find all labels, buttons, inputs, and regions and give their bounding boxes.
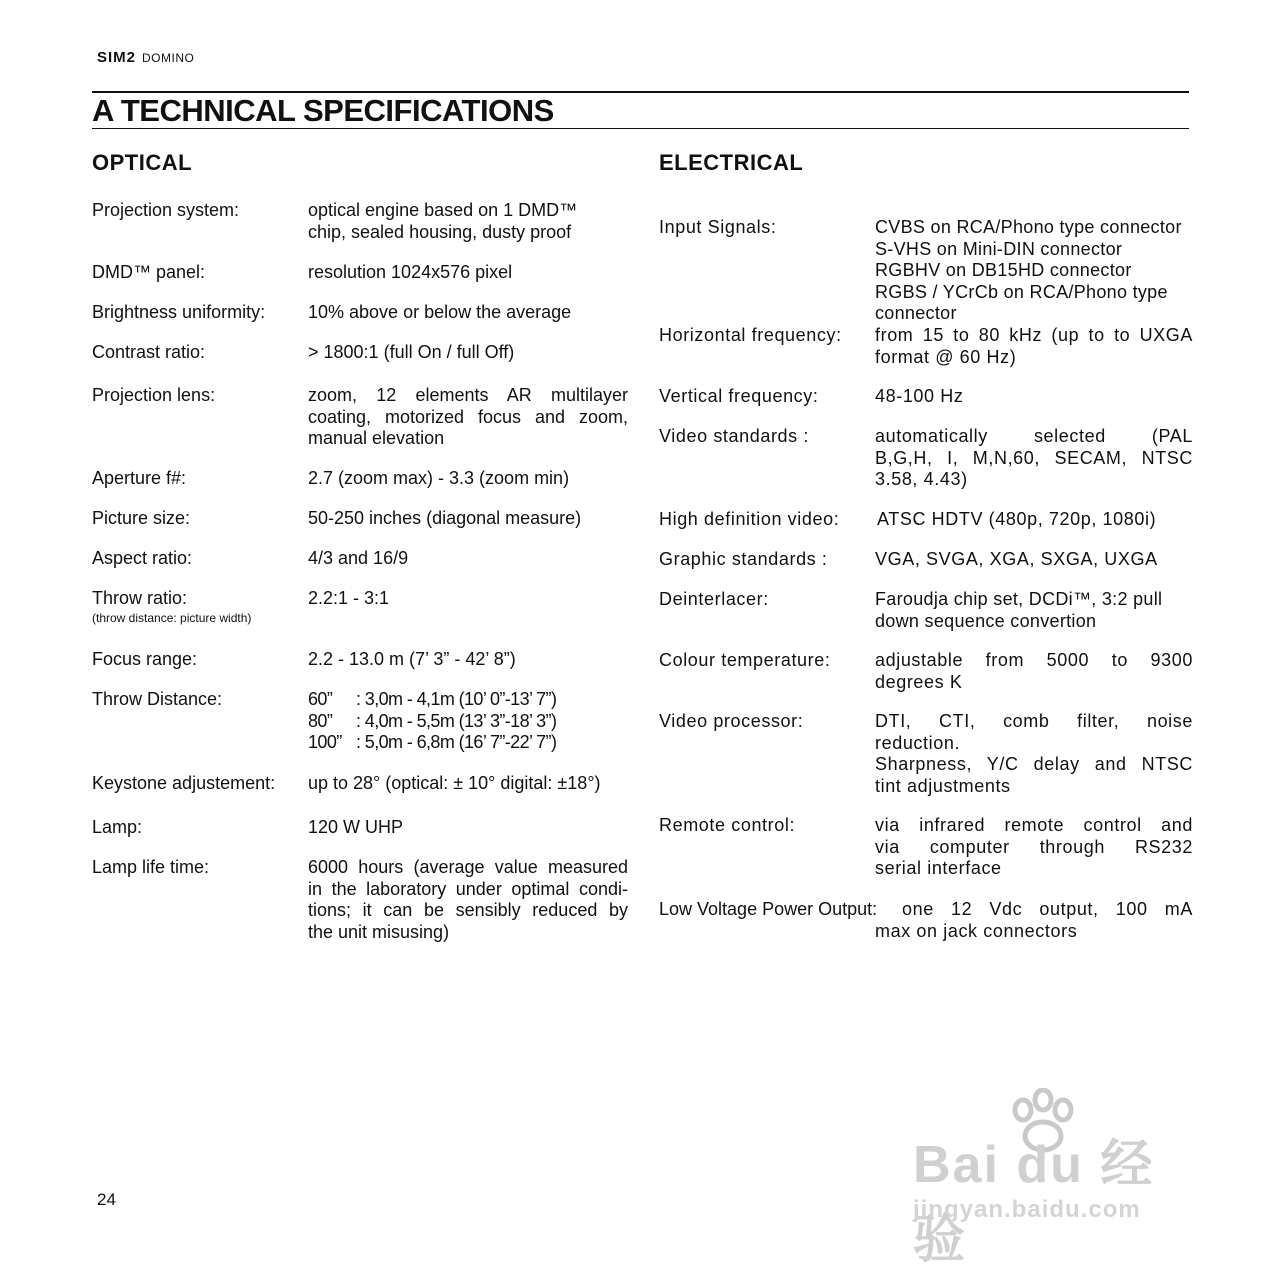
screen-size: 100” bbox=[308, 732, 342, 752]
throw-row bbox=[308, 732, 556, 754]
spec-label: Input Signals: bbox=[659, 217, 777, 237]
value-line: RGBHV on DB15HD connector bbox=[875, 260, 1132, 280]
spec-label bbox=[92, 588, 251, 626]
value-line: Faroudja chip set, DCDi™, 3:2 pull bbox=[875, 589, 1163, 609]
spec-label: Lamp life time: bbox=[92, 857, 210, 877]
screen-size: 80” bbox=[308, 710, 333, 731]
spec-value: 2.2:1 - 3:1 bbox=[308, 588, 390, 608]
brand-name: SIM2 bbox=[97, 49, 137, 66]
spec-label: Remote control: bbox=[659, 815, 796, 835]
page-title: A TECHNICAL SPECIFICATIONS bbox=[92, 93, 554, 128]
spec-value: 10% above or below the average bbox=[308, 302, 572, 322]
watermark bbox=[905, 1088, 1205, 1269]
value-line: degrees K bbox=[875, 671, 963, 692]
spec-label: Video standards : bbox=[659, 426, 809, 446]
spec-value bbox=[875, 815, 1193, 880]
spec-label: Lamp: bbox=[92, 817, 143, 837]
value-line: via computer through RS232 bbox=[875, 836, 1193, 857]
value-line: reduction. bbox=[875, 732, 961, 753]
spec-label: Focus range: bbox=[92, 649, 198, 669]
label-subtext: (throw distance: picture width) bbox=[92, 610, 252, 625]
spec-value bbox=[875, 589, 1162, 632]
spec-label: Throw Distance: bbox=[92, 689, 223, 709]
value-line: connector bbox=[875, 303, 957, 323]
spec-label: Horizontal frequency: bbox=[659, 325, 842, 345]
distance: : 4,0m - 5,5m (13’ 3”-18’ 3”) bbox=[356, 710, 557, 731]
value-line: S-VHS on Mini-DIN connector bbox=[875, 238, 1123, 259]
spec-label: Graphic standards : bbox=[659, 549, 828, 569]
value-line: optical engine based on 1 DMD™ bbox=[308, 200, 578, 220]
spec-value bbox=[308, 689, 556, 754]
watermark-logo: Bai du 经验 bbox=[913, 1136, 1155, 1269]
value-line: RGBS / YCrCb on RCA/Phono type bbox=[875, 281, 1168, 302]
spec-value: 120 W UHP bbox=[308, 817, 404, 837]
spec-label: Aperture f#: bbox=[92, 468, 187, 488]
optical-column bbox=[92, 0, 632, 1280]
value-line: via infrared remote control and bbox=[875, 815, 1193, 835]
spec-value: 4/3 and 16/9 bbox=[308, 548, 409, 568]
value-line: zoom, 12 elements AR multilayer bbox=[308, 385, 628, 405]
value-line: in the laboratory under optimal condi- bbox=[308, 878, 628, 899]
value-line: manual elevation bbox=[308, 428, 445, 448]
throw-row bbox=[308, 689, 556, 711]
spec-value: 48-100 Hz bbox=[875, 386, 964, 406]
distance: : 3,0m - 4,1m (10’ 0”-13’ 7”) bbox=[356, 689, 557, 709]
spec-value bbox=[875, 325, 1193, 368]
spec-value: 2.2 - 13.0 m (7’ 3” - 42’ 8”) bbox=[308, 649, 516, 669]
value-line: one 12 Vdc output, 100 mA bbox=[902, 899, 1193, 919]
spec-label: Colour temperature: bbox=[659, 650, 831, 670]
spec-value bbox=[875, 426, 1193, 491]
spec-value: ATSC HDTV (480p, 720p, 1080i) bbox=[877, 509, 1157, 529]
value-line: B,G,H, I, M,N,60, SECAM, NTSC bbox=[875, 447, 1193, 468]
spec-label: Video processor: bbox=[659, 711, 804, 731]
spec-label: DMD™ panel: bbox=[92, 262, 206, 282]
spec-label: Low Voltage Power Output: bbox=[659, 899, 878, 919]
optical-heading: OPTICAL bbox=[92, 150, 193, 175]
value-line: coating, motorized focus and zoom, bbox=[308, 406, 628, 427]
label-text: Throw ratio: bbox=[92, 588, 188, 608]
spec-value: resolution 1024x576 pixel bbox=[308, 262, 513, 282]
value-line: 3.58, 4.43) bbox=[875, 469, 968, 489]
spec-value: 50-250 inches (diagonal measure) bbox=[308, 508, 582, 528]
value-line: tint adjustments bbox=[875, 775, 1011, 796]
spec-label: Picture size: bbox=[92, 508, 191, 528]
value-line: Sharpness, Y/C delay and NTSC bbox=[875, 754, 1193, 774]
value-line: down sequence convertion bbox=[875, 610, 1097, 631]
spec-label: Keystone adjustement: bbox=[92, 773, 276, 793]
spec-label: Deinterlacer: bbox=[659, 589, 769, 609]
value-line: format @ 60 Hz) bbox=[875, 346, 1017, 367]
value-line: tions; it can be sensibly reduced by bbox=[308, 900, 628, 920]
watermark-url: jingyan.baidu.com bbox=[913, 1196, 1141, 1223]
spec-value bbox=[902, 899, 1193, 921]
spec-value: VGA, SVGA, XGA, SXGA, UXGA bbox=[875, 549, 1158, 569]
value-line: DTI, CTI, comb filter, noise bbox=[875, 711, 1193, 731]
value-line: CVBS on RCA/Phono type connector bbox=[875, 217, 1182, 237]
spec-label: Vertical frequency: bbox=[659, 386, 819, 406]
value-line: the unit misusing) bbox=[308, 921, 450, 942]
value-line: from 15 to 80 kHz (up to to UXGA bbox=[875, 325, 1193, 345]
value-line: automatically selected (PAL bbox=[875, 426, 1193, 446]
value-line: chip, sealed housing, dusty proof bbox=[308, 221, 572, 242]
spec-value bbox=[308, 385, 628, 450]
screen-size: 60” bbox=[308, 689, 333, 709]
value-line: serial interface bbox=[875, 858, 1002, 878]
spec-value bbox=[875, 217, 1182, 325]
model-name: DOMINO bbox=[142, 51, 195, 65]
spec-label: High definition video: bbox=[659, 509, 840, 529]
electrical-heading: ELECTRICAL bbox=[659, 150, 804, 175]
spec-label: Brightness uniformity: bbox=[92, 302, 266, 322]
page-number: 24 bbox=[97, 1190, 116, 1209]
distance: : 5,0m - 6,8m (16’ 7”-22’ 7”) bbox=[356, 732, 557, 752]
spec-value bbox=[308, 857, 628, 943]
spec-value bbox=[308, 200, 577, 243]
spec-value: up to 28° (optical: ± 10° digital: ±18°) bbox=[308, 773, 601, 793]
value-line: adjustable from 5000 to 9300 bbox=[875, 650, 1193, 670]
value-line: 6000 hours (average value measured bbox=[308, 857, 628, 877]
spec-label: Contrast ratio: bbox=[92, 342, 206, 362]
spec-value bbox=[875, 711, 1193, 797]
spec-value: > 1800:1 (full On / full Off) bbox=[308, 342, 515, 362]
throw-row bbox=[308, 711, 556, 733]
spec-label: Projection lens: bbox=[92, 385, 216, 405]
spec-value: 2.7 (zoom max) - 3.3 (zoom min) bbox=[308, 468, 570, 488]
spec-value bbox=[875, 650, 1193, 693]
spec-label: Projection system: bbox=[92, 200, 240, 220]
spec-value-cont: max on jack connectors bbox=[875, 920, 1078, 941]
spec-label: Aspect ratio: bbox=[92, 548, 193, 568]
